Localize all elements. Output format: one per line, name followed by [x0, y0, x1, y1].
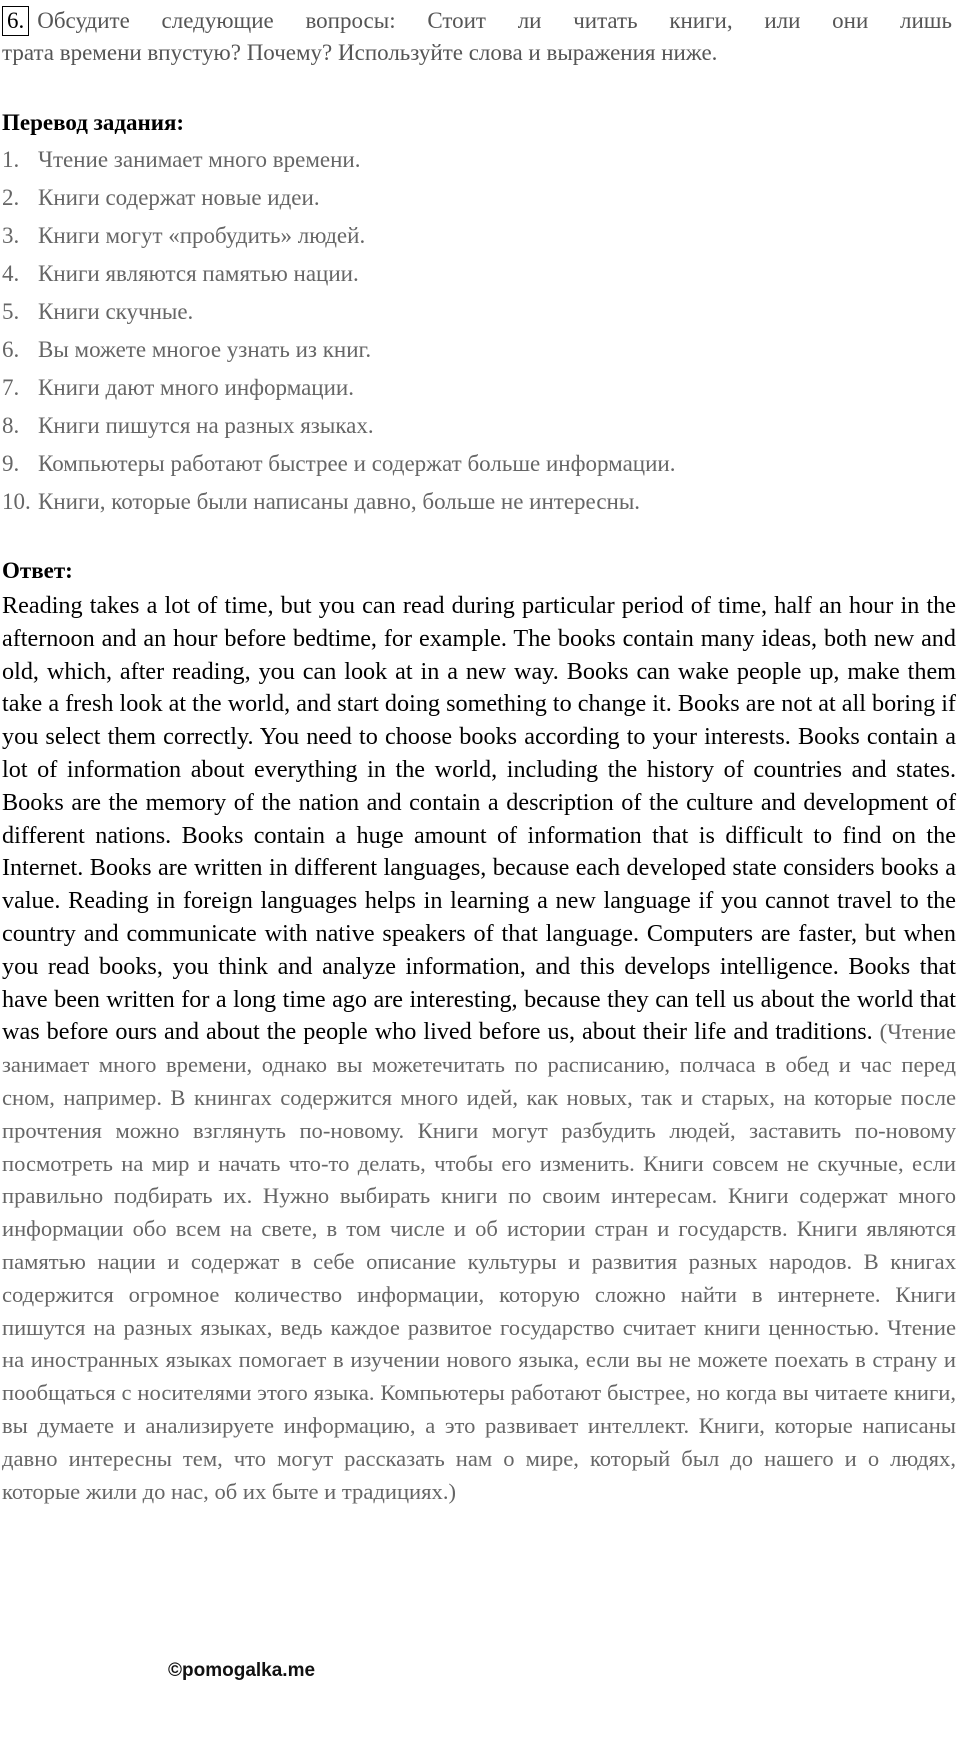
list-item-number: 1.	[2, 147, 20, 172]
list-item-number: 7.	[2, 375, 20, 400]
list-item	[2, 410, 952, 448]
list-item-number: 4.	[2, 261, 20, 286]
list-item-text: Книги могут «пробудить» людей.	[38, 223, 366, 248]
list-item-number: 8.	[2, 413, 20, 438]
list-item-text: Компьютеры работают быстрее и содержат больше информации.	[38, 451, 676, 476]
answer-heading: Ответ:	[2, 558, 73, 583]
list-item-number: 2.	[2, 185, 20, 210]
list-item-text: Книги скучные.	[38, 299, 194, 324]
task-prompt-line-2: трата времени впустую? Почему? Используйте слова и выражения ниже.	[2, 40, 718, 65]
list-item	[2, 258, 952, 296]
list-item	[2, 334, 952, 372]
list-item	[2, 182, 952, 220]
task-prompt-line-1	[2, 4, 952, 38]
list-item	[2, 448, 952, 486]
list-item-text: Книги содержат новые идеи.	[38, 185, 320, 210]
list-item-number: 9.	[2, 451, 20, 476]
list-item-text: Чтение занимает много времени.	[38, 147, 361, 172]
list-item-number: 10.	[2, 489, 31, 514]
list-item	[2, 296, 952, 334]
watermark: ©pomogalka.me	[168, 1660, 316, 1681]
task-number: 6.	[2, 6, 29, 36]
list-item-text: Книги являются памятью нации.	[38, 261, 359, 286]
translation-list	[2, 144, 952, 524]
list-item	[2, 144, 952, 182]
list-item-text: Вы можете многое узнать из книг.	[38, 337, 372, 362]
list-item	[2, 372, 952, 410]
answer-english-text: Reading takes a lot of time, but you can read during particular period of time, half an hour in the afternoon and an hour before bedtime, for example. The books contain many ideas, both new and old, which, after reading, you can look at in a new way. Books can wake people up, make them take a fresh look at the world, and start doing something to change it. Books are not at all boring if you select them correctly. You need to choose books according to your interests. Books contain a lot of information about everything in the world, including the history of countries and states. Books are the memory of the nation and contain a description of the culture and development of different nations. Books contain a huge amount of information that is difficult to find on the Internet. Books are written in different languages, because each developed state considers books a value. Reading in foreign languages helps in learning a new language if you cannot travel to the country and communicate with native speakers of that language. Computers are faster, but when you read books, you think and analyze information, and this develops intelligence. Books that have been written for a long time ago are interesting, because they can tell us about the world that was before ours and about the people who lived before us, about their life and traditions.	[2, 592, 956, 1046]
list-item-number: 3.	[2, 223, 20, 248]
list-item	[2, 486, 952, 524]
list-item	[2, 220, 952, 258]
answer-paragraph	[2, 590, 956, 1508]
translation-heading: Перевод задания:	[2, 110, 185, 135]
list-item-number: 6.	[2, 337, 20, 362]
list-item-number: 5.	[2, 299, 20, 324]
list-item-text: Книги пишутся на разных языках.	[38, 413, 374, 438]
answer-russian-text: (Чтение занимает много времени, однако вы можетечитать по расписанию, полчаса в обед и час перед сном, например. В кнингах содержится много идей, как новых, так и старых, на которые после прочтения можно взглянуть по-новому. Книги могут разбудить людей, заставить по-новому посмотреть на мир и начать что-то делать, чтобы его изменить. Книги совсем не скучные, если правильно подбирать их. Нужно выбирать книги по своим интересам. Книги содержат много информации обо всем на свете, в том числе и об истории стран и государств. Книги являются памятью нации и содержат в себе описание культуры и развития разных народов. В книгах содержится огромное количество информации, которую сложно найти в интернете. Книги пишутся на разных языках, ведь каждое развитое государство считает книги ценностью. Чтение на иностранных языках помогает в изучении нового языка, если вы не можете поехать в страну и пообщаться с носителями этого языка. Компьютеры работают быстрее, но когда вы читаете книги, вы думаете и анализируете информацию, а это развивает интеллект. Книги, которые написаны давно интересны тем, что могут рассказать нам о мире, который был до нашего и о людях, которые жили до нас, об их быте и традициях.)	[2, 1019, 956, 1504]
list-item-text: Книги дают много информации.	[38, 375, 354, 400]
task-prompt-text-1: Обсудите следующие вопросы: Стоит ли читать книги, или они лишь	[37, 8, 952, 33]
list-item-text: Книги, которые были написаны давно, больше не интересны.	[38, 489, 641, 514]
